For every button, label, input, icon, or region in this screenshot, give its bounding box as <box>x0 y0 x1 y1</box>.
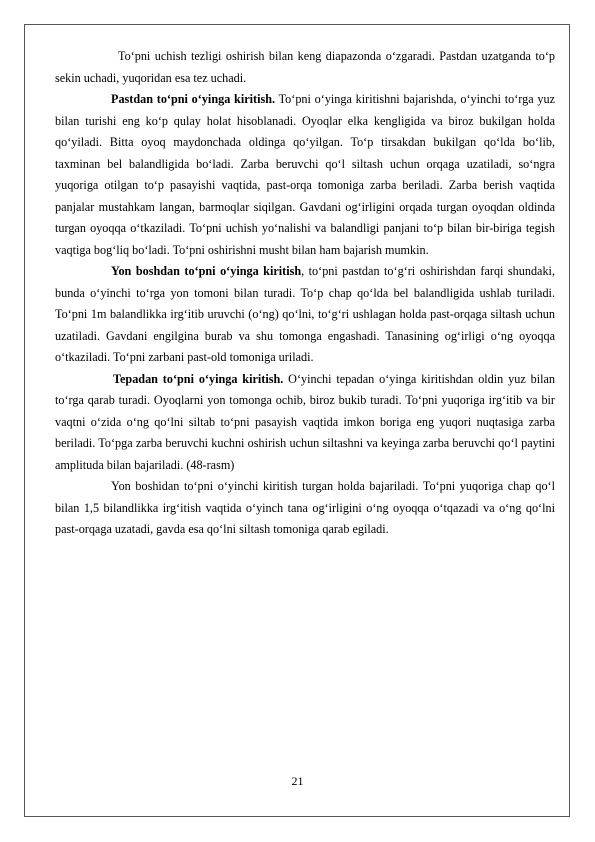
paragraph-4-heading: Tepadan to‘pni o‘yinga kiritish. <box>113 371 284 386</box>
paragraph-4 <box>55 369 555 477</box>
paragraph-1-text: To‘pni uchish tezligi oshirish bilan keng diapazonda o‘zgaradi. Pastdan uzatganda to‘p sekin uchadi, yuqoridan esa tez uchadi. <box>55 49 555 85</box>
paragraph-3 <box>55 261 555 369</box>
paragraph-5-text: Yon boshidan to‘pni o‘yinchi kiritish turgan holda bajariladi. To‘pni yuqoriga chap qo‘l bilan 1,5 bilandlikka irg‘itish vaqtida o‘yinch tana og‘irligini o‘ng oyoqqa o‘tqazadi va o‘ng qo‘lni past-orqaga uzatadi, gavda esa qo‘lni siltash tomoniga qarab egiladi. <box>55 479 555 536</box>
paragraph-2-heading: Pastdan to‘pni o‘yinga kiritish. <box>111 92 276 106</box>
paragraph-3-heading: Yon boshdan to‘pni o‘yinga kiritish <box>111 264 302 278</box>
page-number: 21 <box>291 774 304 788</box>
paragraph-4-text: O‘yinchi tepadan o‘yinga kiritishdan oldin yuz bilan to‘rga qarab turadi. Oyoqlarni yon tomonga ochib, biroz bukib turadi. To‘pni yuqoriga irg‘itib va bir vaqtni o‘zida o‘ng qo‘lni siltab to‘pni pasayish vaqtida imkon boriga eng yuqori nuqtasiga zarba beriladi. To‘pga zarba beruvchi kuchni oshirish uchun siltashni va keyinga zarba beruvchi qo‘l paytini amplituda bilan bajariladi. (48-rasm) <box>55 371 555 472</box>
paragraph-2-text: To‘pni o‘yinga kiritishni bajarishda, o‘yinchi to‘rga yuz bilan turishi eng ko‘p qulay holat hisoblanadi. Oyoqlar elka kengligida va biroz bukilgan holda qo‘yiladi. Bitta oyoq maydonchada oldinga qo‘yilgan. To‘p tirsakdan bukilgan qo‘lda bo‘lib, taxminan bel balandligida bo‘ladi. Zarba beruvchi qo‘l siltash uchun orqaga uzatiladi, so‘ngra yuqoriga otilgan to‘p pasayishi vaqtida, past-orqa tomoniga zarba beriladi. Zarba berish vaqtida panjalar mustahkam langan, barmoqlar siqilgan. Gavdani og‘irligini orqada turgan oyoqdan oldinda turgan oyoqqa o‘tkaziladi. To‘pni uchish yo‘nalishi va balandligi panjani to‘p bilan bir-biriga tegish vaqtiga bog‘liq bo‘ladi. To‘pni oshirishni musht bilan ham bajarish mumkin. <box>55 92 555 257</box>
paragraph-3-text: , to‘pni pastdan to‘g‘ri oshirishdan farqi shundaki, bunda o‘yinchi to‘rga yon tomoni bilan turadi. To‘p chap qo‘lda bel balandligida ushlab turiladi. To‘pni 1m balandlikka irg‘itib uruvchi (o‘ng) qo‘lni, to‘g‘ri ushlagan holda past-orqaga siltash uchun uzatiladi. Gavdani engilgina burab va shu tomonga engashadi. Tanasining og‘irligi o‘ng oyoqqa o‘tkaziladi. To‘pni zarbani past-old tomoniga uriladi. <box>55 264 555 364</box>
paragraph-1 <box>55 46 555 89</box>
document-body <box>55 46 555 541</box>
paragraph-2 <box>55 89 555 261</box>
paragraph-5 <box>55 476 555 541</box>
